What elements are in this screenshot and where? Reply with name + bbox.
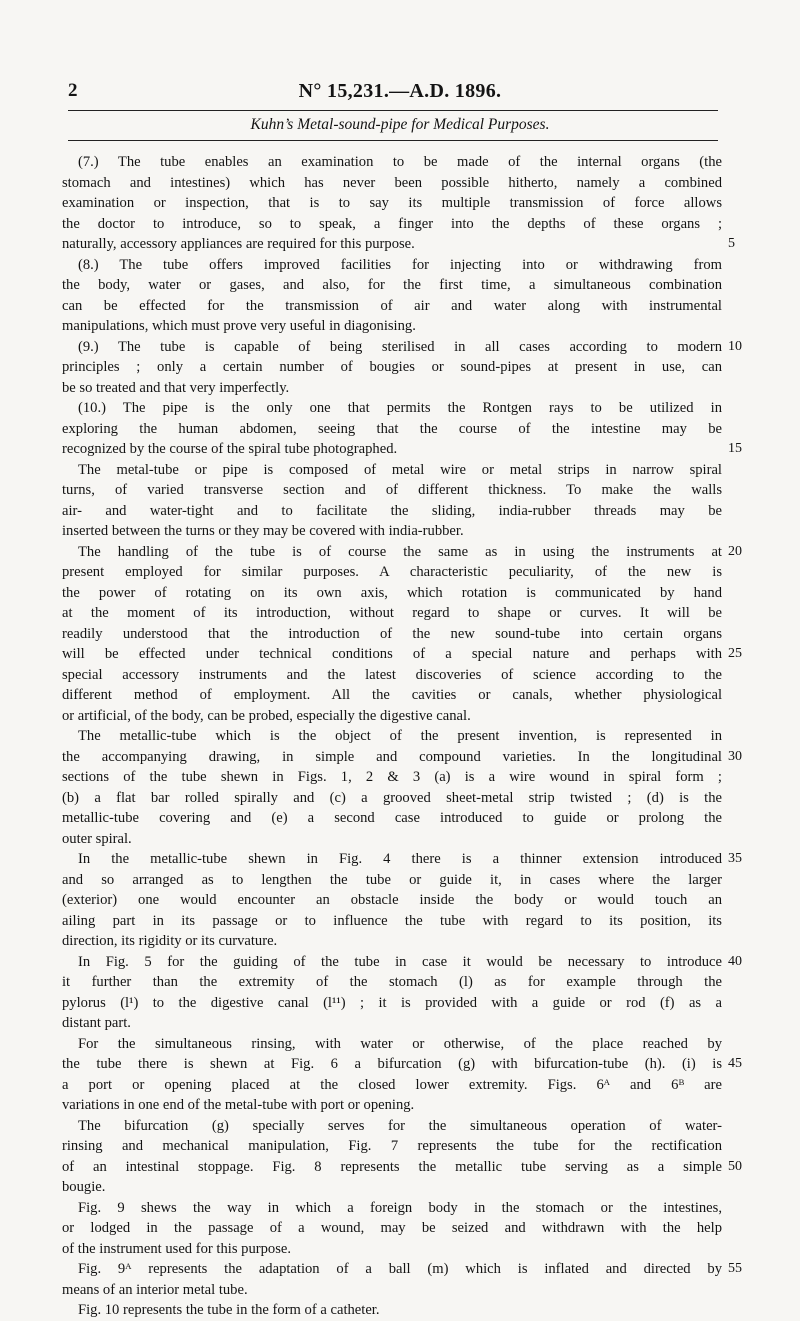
text-line: (9.) The tube is capable of being sterilised in all cases according to modern	[78, 338, 722, 355]
text-line: of the instrument used for this purpose.	[62, 1240, 292, 1257]
body-text	[62, 152, 722, 1321]
text-line: different method of employment. All the cavities or canals, whether physiological	[62, 687, 722, 703]
text-line: manipulations, which must prove very useful in diagonising.	[62, 318, 416, 334]
text-line: can be effected for the transmission of air and water along with instrumental	[62, 297, 722, 314]
margin-line-number: 5	[728, 236, 735, 251]
text-line: special accessory instruments and the latest discoveries of science according to the	[62, 666, 722, 683]
text-line: the doctor to introduce, so to speak, a finger into the depths of these organs ;	[62, 215, 722, 232]
margin-line-number: 50	[728, 1158, 742, 1174]
text-line: Fig. 9 shews the way in which a foreign body in the stomach or the intestines,	[78, 1199, 722, 1216]
text-line: recognized by the course of the spiral tube photographed.	[62, 441, 398, 457]
text-line: will be effected under technical conditions of a special nature and perhaps with	[62, 646, 722, 662]
text-line: turns, of varied transverse section and of different thickness. To make the walls	[62, 482, 722, 498]
text-line: principles ; only a certain number of bougies or sound-pipes at present in use, can	[62, 359, 722, 375]
text-line: outer spiral.	[62, 830, 132, 847]
text-line: (10.) The pipe is the only one that permits the Rontgen rays to be utilized in	[78, 400, 722, 416]
text-line: air- and water-tight and to facilitate the sliding, india-rubber threads may be	[62, 502, 722, 519]
header-rule-top	[68, 110, 718, 111]
text-line: it further than the extremity of the stomach (l) as for example through the	[62, 974, 722, 990]
margin-line-number: 30	[728, 748, 742, 764]
margin-line-number: 40	[728, 953, 742, 969]
text-line: direction, its rigidity or its curvature.	[62, 933, 278, 949]
text-line: metallic-tube covering and (e) a second case introduced to guide or prolong the	[62, 810, 722, 826]
text-line: the body, water or gases, and also, for the first time, a simultaneous combination	[62, 277, 722, 293]
text-line: of an intestinal stoppage. Fig. 8 represents the metallic tube serving as a simple	[62, 1158, 722, 1175]
text-line: variations in one end of the metal-tube with port or opening.	[62, 1097, 415, 1113]
text-line: In the metallic-tube shewn in Fig. 4 there is a thinner extension introduced	[78, 851, 722, 867]
margin-line-number: 20	[728, 543, 742, 559]
text-line: examination or inspection, that is to say its multiple transmission of force allows	[62, 195, 722, 211]
margin-line-number: 25	[728, 646, 742, 661]
text-line: be so treated and that very imperfectly.	[62, 379, 290, 396]
text-line: The metal-tube or pipe is composed of metal wire or metal strips in narrow spiral	[78, 461, 722, 478]
text-line: or artificial, of the body, can be probed, especially the digestive canal.	[62, 707, 471, 724]
text-line: pylorus (l¹) to the digestive canal (l¹¹) ; it is provided with a guide or rod (f) as a	[62, 994, 722, 1011]
margin-line-number: 35	[728, 851, 742, 866]
text-line: at the moment of its introduction, without regard to shape or curves. It will be	[62, 605, 722, 621]
text-line: the tube there is shewn at Fig. 6 a bifurcation (g) with bifurcation-tube (h). (i) is	[62, 1056, 722, 1072]
margin-line-number: 15	[728, 441, 742, 456]
text-line: For the simultaneous rinsing, with water or otherwise, of the place reached by	[78, 1035, 722, 1052]
text-line: (exterior) one would encounter an obstacle inside the body or would touch an	[62, 892, 722, 908]
text-line: (b) a flat bar rolled spirally and (c) a grooved sheet-metal strip twisted ; (d) is the	[62, 789, 722, 806]
text-line: inserted between the turns or they may be covered with india-rubber.	[62, 523, 464, 539]
text-line: readily understood that the introduction of the new sound-tube into certain organs	[62, 625, 722, 642]
text-line: The bifurcation (g) specially serves for the simultaneous operation of water-	[78, 1117, 722, 1134]
text-line: The handling of the tube is of course the same as in using the instruments at	[78, 543, 722, 560]
text-line: the power of rotating on its own axis, which rotation is communicated by hand	[62, 584, 722, 601]
text-line: present employed for similar purposes. A characteristic peculiarity, of the new is	[62, 564, 722, 580]
text-line: a port or opening placed at the closed lower extremity. Figs. 6ᴬ and 6ᴮ are	[62, 1076, 722, 1093]
text-line: ailing part in its passage or to influence the tube with regard to its position, its	[62, 912, 722, 929]
document-title: N° 15,231.—A.D. 1896.	[298, 80, 502, 102]
text-line: and so arranged as to lengthen the tube or guide it, in cases where the larger	[62, 871, 722, 888]
text-line: exploring the human abdomen, seeing that the course of the intestine may be	[62, 420, 722, 437]
text-line: sections of the tube shewn in Figs. 1, 2 & 3 (a) is a wire wound in spiral form ;	[62, 769, 722, 785]
text-line: Fig. 9ᴬ represents the adaptation of a ball (m) which is inflated and directed by	[78, 1261, 722, 1277]
text-line: means of an interior metal tube.	[62, 1281, 248, 1298]
margin-line-number: 45	[728, 1056, 742, 1071]
text-line: rinsing and mechanical manipulation, Fig. 7 represents the tube for the rectification	[62, 1138, 722, 1154]
text-line: naturally, accessory appliances are required for this purpose.	[62, 236, 415, 252]
running-head: Kuhn’s Metal-sound-pipe for Medical Purposes.	[250, 116, 550, 133]
margin-line-number: 55	[728, 1261, 742, 1276]
text-line: Fig. 10 represents the tube in the form of a catheter.	[78, 1302, 380, 1318]
text-line: bougie.	[62, 1179, 106, 1195]
text-line: In Fig. 5 for the guiding of the tube in case it would be necessary to introduce	[78, 953, 722, 970]
header-rule-bottom	[68, 140, 718, 141]
text-line: (7.) The tube enables an examination to be made of the internal organs (the	[78, 154, 722, 170]
page-number: 2	[68, 80, 78, 101]
text-line: or lodged in the passage of a wound, may be seized and withdrawn with the help	[62, 1220, 722, 1236]
text-line: the accompanying drawing, in simple and compound varieties. In the longitudinal	[62, 748, 722, 765]
text-line: (8.) The tube offers improved facilities for injecting into or withdrawing from	[78, 256, 722, 273]
text-line: stomach and intestines) which has never been possible hitherto, namely a combined	[62, 174, 722, 191]
text-line: The metallic-tube which is the object of the present invention, is represented in	[78, 728, 722, 744]
margin-line-number: 10	[728, 338, 742, 354]
text-line: distant part.	[62, 1015, 131, 1031]
